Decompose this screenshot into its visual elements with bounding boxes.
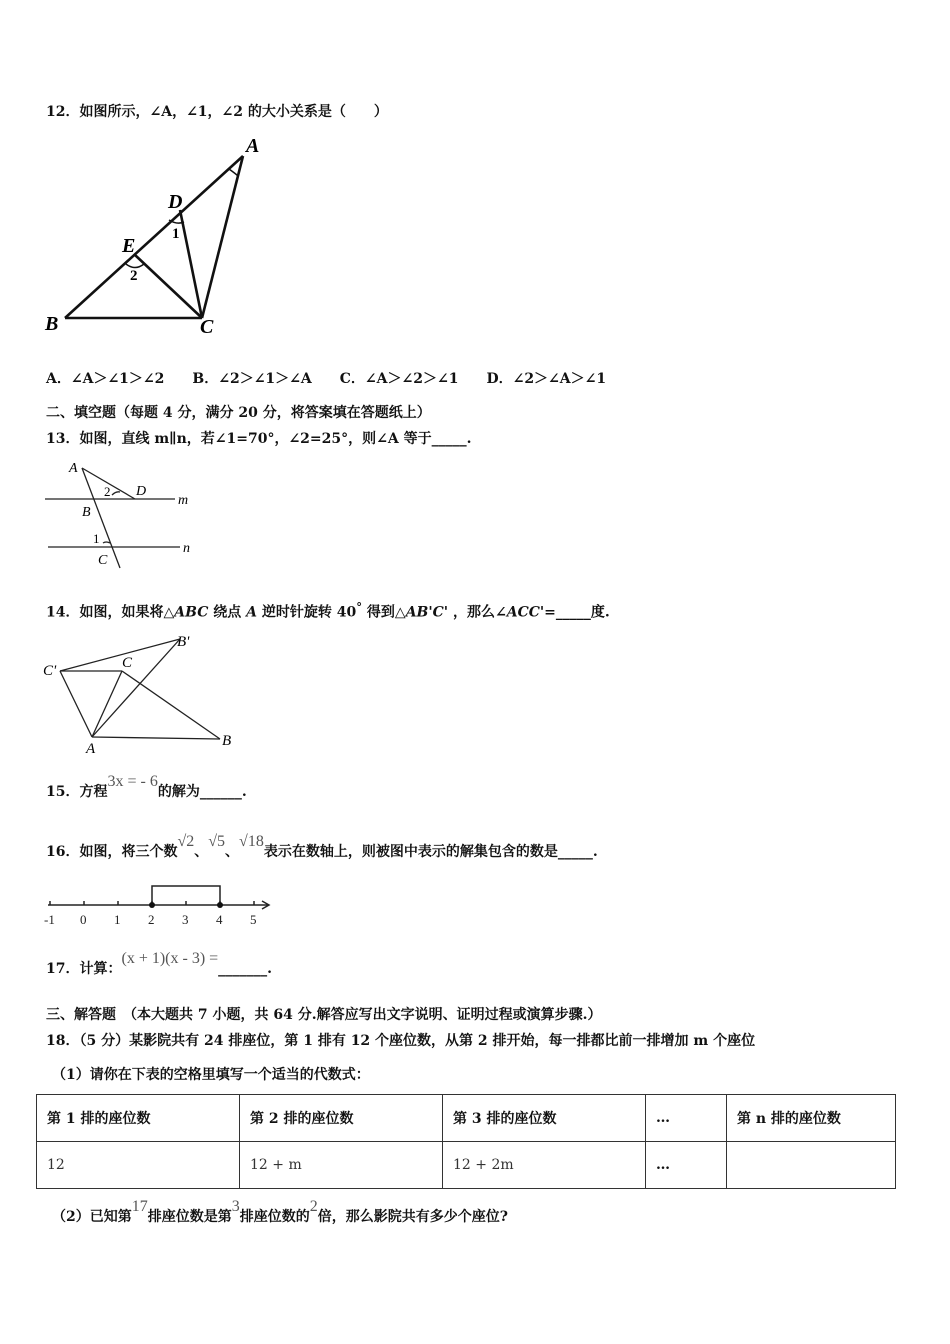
section2-title: 二、填空题（每题 4 分，满分 20 分，将答案填在答题纸上） — [46, 405, 431, 421]
q12-label-A: A — [246, 135, 260, 157]
q12-label-2: 2 — [130, 268, 138, 284]
q12-stem: 12．如图所示，∠A，∠1，∠2 的大小关系是（ ） — [46, 104, 388, 120]
q12-label-1: 1 — [172, 226, 180, 242]
table-cell: … — [646, 1142, 727, 1189]
q12-label-D: D — [168, 191, 183, 213]
table-row — [37, 1142, 896, 1189]
q12-label-B: B — [45, 313, 59, 335]
table-cell: 12 + 2m — [443, 1142, 646, 1189]
q17-stem: 17．计算：(x + 1)(x - 3) =_______. — [46, 950, 273, 977]
q17-expression: (x + 1)(x - 3) = — [121, 950, 219, 967]
q16-tick-1: 1 — [114, 912, 121, 927]
q12-options: A．∠A＞∠1＞∠2 B．∠2＞∠1＞∠A C．∠A＞∠2＞∠1 D．∠2＞∠A＞∠1 — [46, 371, 607, 387]
q14-label-C-prime: C' — [43, 663, 57, 679]
q15-equation: 3x = - 6 — [107, 773, 158, 790]
table-header-cell: 第 1 排的座位数 — [37, 1095, 240, 1142]
table-cell: 12 + m — [240, 1142, 443, 1189]
table-header-row — [37, 1095, 896, 1142]
q12-triangle-figure — [40, 130, 270, 340]
q18-sub1: （1）请你在下表的空格里填写一个适当的代数式： — [52, 1067, 370, 1083]
q18-stem: 18．（5 分）某影院共有 24 排座位，第 1 排有 12 个座位数，从第 2 排开始，每一排都比前一排增加 m 个座位 — [46, 1033, 756, 1049]
q14-label-B-prime: B' — [177, 634, 190, 650]
q12-label-E: E — [122, 235, 136, 257]
q16-stem: 16．如图，将三个数√2、√5、√18表示在数轴上，则被图中表示的解集包含的数是_____. — [46, 833, 598, 860]
q13-label-B: B — [82, 505, 91, 520]
table-header-cell: 第 n 排的座位数 — [727, 1095, 896, 1142]
q18-seat-table — [36, 1094, 896, 1189]
table-cell: 12 — [37, 1142, 240, 1189]
q13-label-1: 1 — [93, 531, 100, 546]
q13-label-D: D — [136, 484, 147, 499]
q16-tick-5: 5 — [250, 912, 257, 927]
q16-sqrt18: √18 — [239, 833, 264, 850]
q13-label-m: m — [178, 493, 189, 508]
q13-parallel-lines-figure — [40, 455, 210, 575]
q16-tick-2: 2 — [148, 912, 155, 927]
q16-tick-0: 0 — [80, 912, 87, 927]
q16-tick-3: 3 — [182, 912, 189, 927]
q13-label-A: A — [69, 461, 78, 476]
q12-label-C: C — [200, 316, 214, 338]
table-header-cell: 第 2 排的座位数 — [240, 1095, 443, 1142]
section3-title: 三、解答题 （本大题共 7 小题，共 64 分.解答应写出文字说明、证明过程或演算步骤.） — [46, 1007, 602, 1023]
q14-rotation-figure — [40, 625, 250, 760]
table-cell[interactable] — [727, 1142, 896, 1189]
q16-sqrt2: √2 — [177, 833, 195, 850]
q13-label-2: 2 — [104, 484, 111, 499]
q14-label-A: A — [86, 741, 96, 757]
table-header-cell: … — [646, 1095, 727, 1142]
q16-tick-neg1: -1 — [44, 912, 55, 927]
q14-label-C: C — [122, 655, 133, 671]
q15-stem: 15．方程3x = - 6的解为______. — [46, 773, 247, 800]
table-header-cell: 第 3 排的座位数 — [443, 1095, 646, 1142]
q14-label-B: B — [222, 733, 232, 749]
q16-sqrt5: √5 — [208, 833, 226, 850]
q13-label-n: n — [183, 541, 190, 556]
q18-sub2: （2）已知第17排座位数是第3排座位数的2倍，那么影院共有多少个座位? — [52, 1198, 508, 1225]
q16-tick-4: 4 — [216, 912, 223, 927]
q16-number-line — [40, 880, 280, 930]
q13-label-C: C — [98, 553, 108, 568]
q14-stem: 14．如图，如果将△ABC 绕点 A 逆时针旋转 40° 得到△AB'C' ，那么∠ACC'=_____度. — [46, 600, 610, 621]
q13-stem: 13．如图，直线 m∥n，若∠1=70°，∠2=25°，则∠A 等于_____. — [46, 431, 472, 447]
